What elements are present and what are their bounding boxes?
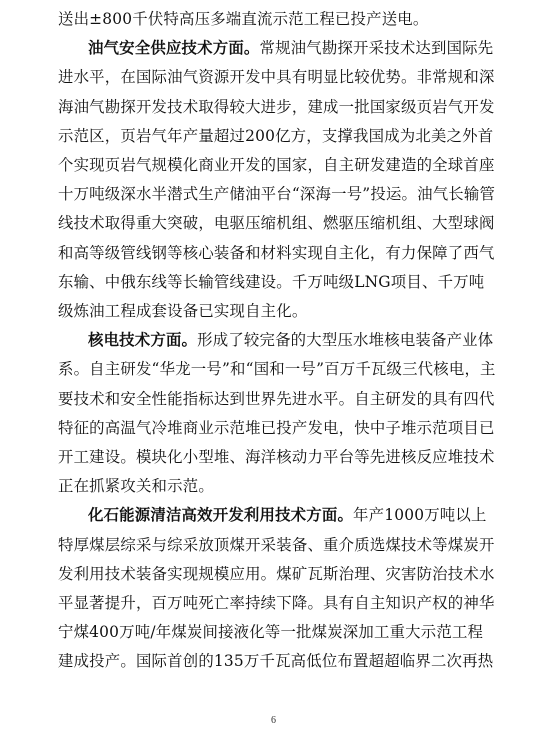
text-line — [58, 9, 506, 29]
line-text: 海油气勘探开发技术取得较大进步，建成一批国家级页岩气开发 — [58, 97, 495, 116]
line-text: 平显著提升，百万吨死亡率持续下降。具有自主知识产权的神华 — [58, 594, 495, 612]
line-text: 开工建设。模块化小型堆、海洋核动力平台等先进核反应堆技术 — [58, 448, 495, 466]
line-text: 常规油气勘探开采技术达到国际先 — [259, 39, 494, 58]
line-text: 级炼油工程成套设备已实现自主化。 — [58, 302, 308, 320]
line-text: 宁煤400万吨/年煤炭间接液化等一批煤炭深加工重大示范工程 — [58, 623, 484, 642]
line-text: 送出±800千伏特高压多端直流示范工程已投产送电。 — [58, 10, 429, 28]
section-heading: 油气安全供应技术方面。 — [88, 39, 260, 58]
line-text: 要技术和安全性能指标达到世界先进水平。自主研发的具有四代 — [58, 389, 495, 408]
line-text: 建成投产。国际首创的135万千瓦高低位布置超超临界二次再热 — [58, 652, 494, 671]
line-text: 正在抓紧攻关和示范。 — [58, 477, 214, 496]
text-line — [58, 622, 506, 642]
line-text: 发利用技术装备实现规模应用。煤矿瓦斯治理、灾害防治技术水 — [58, 564, 495, 583]
line-text: 示范区，页岩气年产量超过200亿方，支撑我国成为北美之外首 — [58, 126, 494, 145]
line-text: 个实现页岩气规模化商业开发的国家，自主研发建造的全球首座 — [58, 156, 495, 174]
text-line — [58, 389, 506, 409]
page-number: 6 — [271, 715, 276, 726]
line-text: 年产1000万吨以上 — [353, 506, 487, 525]
text-line — [58, 418, 506, 438]
text-line — [88, 38, 506, 58]
text-line — [58, 97, 506, 117]
line-text: 特厚煤层综采与综采放顶煤开采装备、重介质选煤技术等煤炭开 — [58, 535, 495, 554]
line-text: 十万吨级深水半潜式生产储油平台“深海一号”投运。油气长输管 — [58, 185, 496, 204]
text-line — [58, 213, 506, 233]
line-text: 东输、中俄东线等长输管线建设。千万吨级LNG项目、千万吨 — [58, 272, 485, 291]
text-line — [58, 447, 506, 467]
text-line — [58, 593, 506, 613]
line-text: 形成了较完备的大型压水堆核电装备产业体 — [197, 331, 494, 350]
text-line — [58, 243, 506, 263]
line-text: 系。自主研发“华龙一号”和“国和一号”百万千瓦级三代核电，主 — [58, 360, 496, 379]
text-line — [58, 651, 506, 671]
text-line — [58, 301, 506, 321]
text-line — [58, 272, 506, 292]
line-text: 进水平，在国际油气资源开发中具有明显比较优势。非常规和深 — [58, 68, 495, 87]
text-line — [58, 67, 506, 87]
text-line — [58, 359, 506, 379]
text-line — [58, 476, 506, 496]
text-line — [88, 505, 506, 525]
text-line — [88, 330, 506, 350]
text-line — [58, 126, 506, 146]
text-line — [58, 155, 506, 175]
line-text: 线技术取得重大突破，电驱压缩机组、燃驱压缩机组、大型球阀 — [58, 214, 495, 233]
text-line — [58, 564, 506, 584]
line-text: 和高等级管线钢等核心装备和材料实现自主化，有力保障了西气 — [58, 243, 495, 262]
text-line — [58, 184, 506, 204]
line-text: 特征的高温气冷堆商业示范堆已投产发电，快中子堆示范项目已 — [58, 418, 495, 437]
section-heading: 核电技术方面。 — [88, 331, 198, 350]
text-line — [58, 535, 506, 555]
section-heading: 化石能源清洁高效开发利用技术方面。 — [88, 506, 354, 525]
